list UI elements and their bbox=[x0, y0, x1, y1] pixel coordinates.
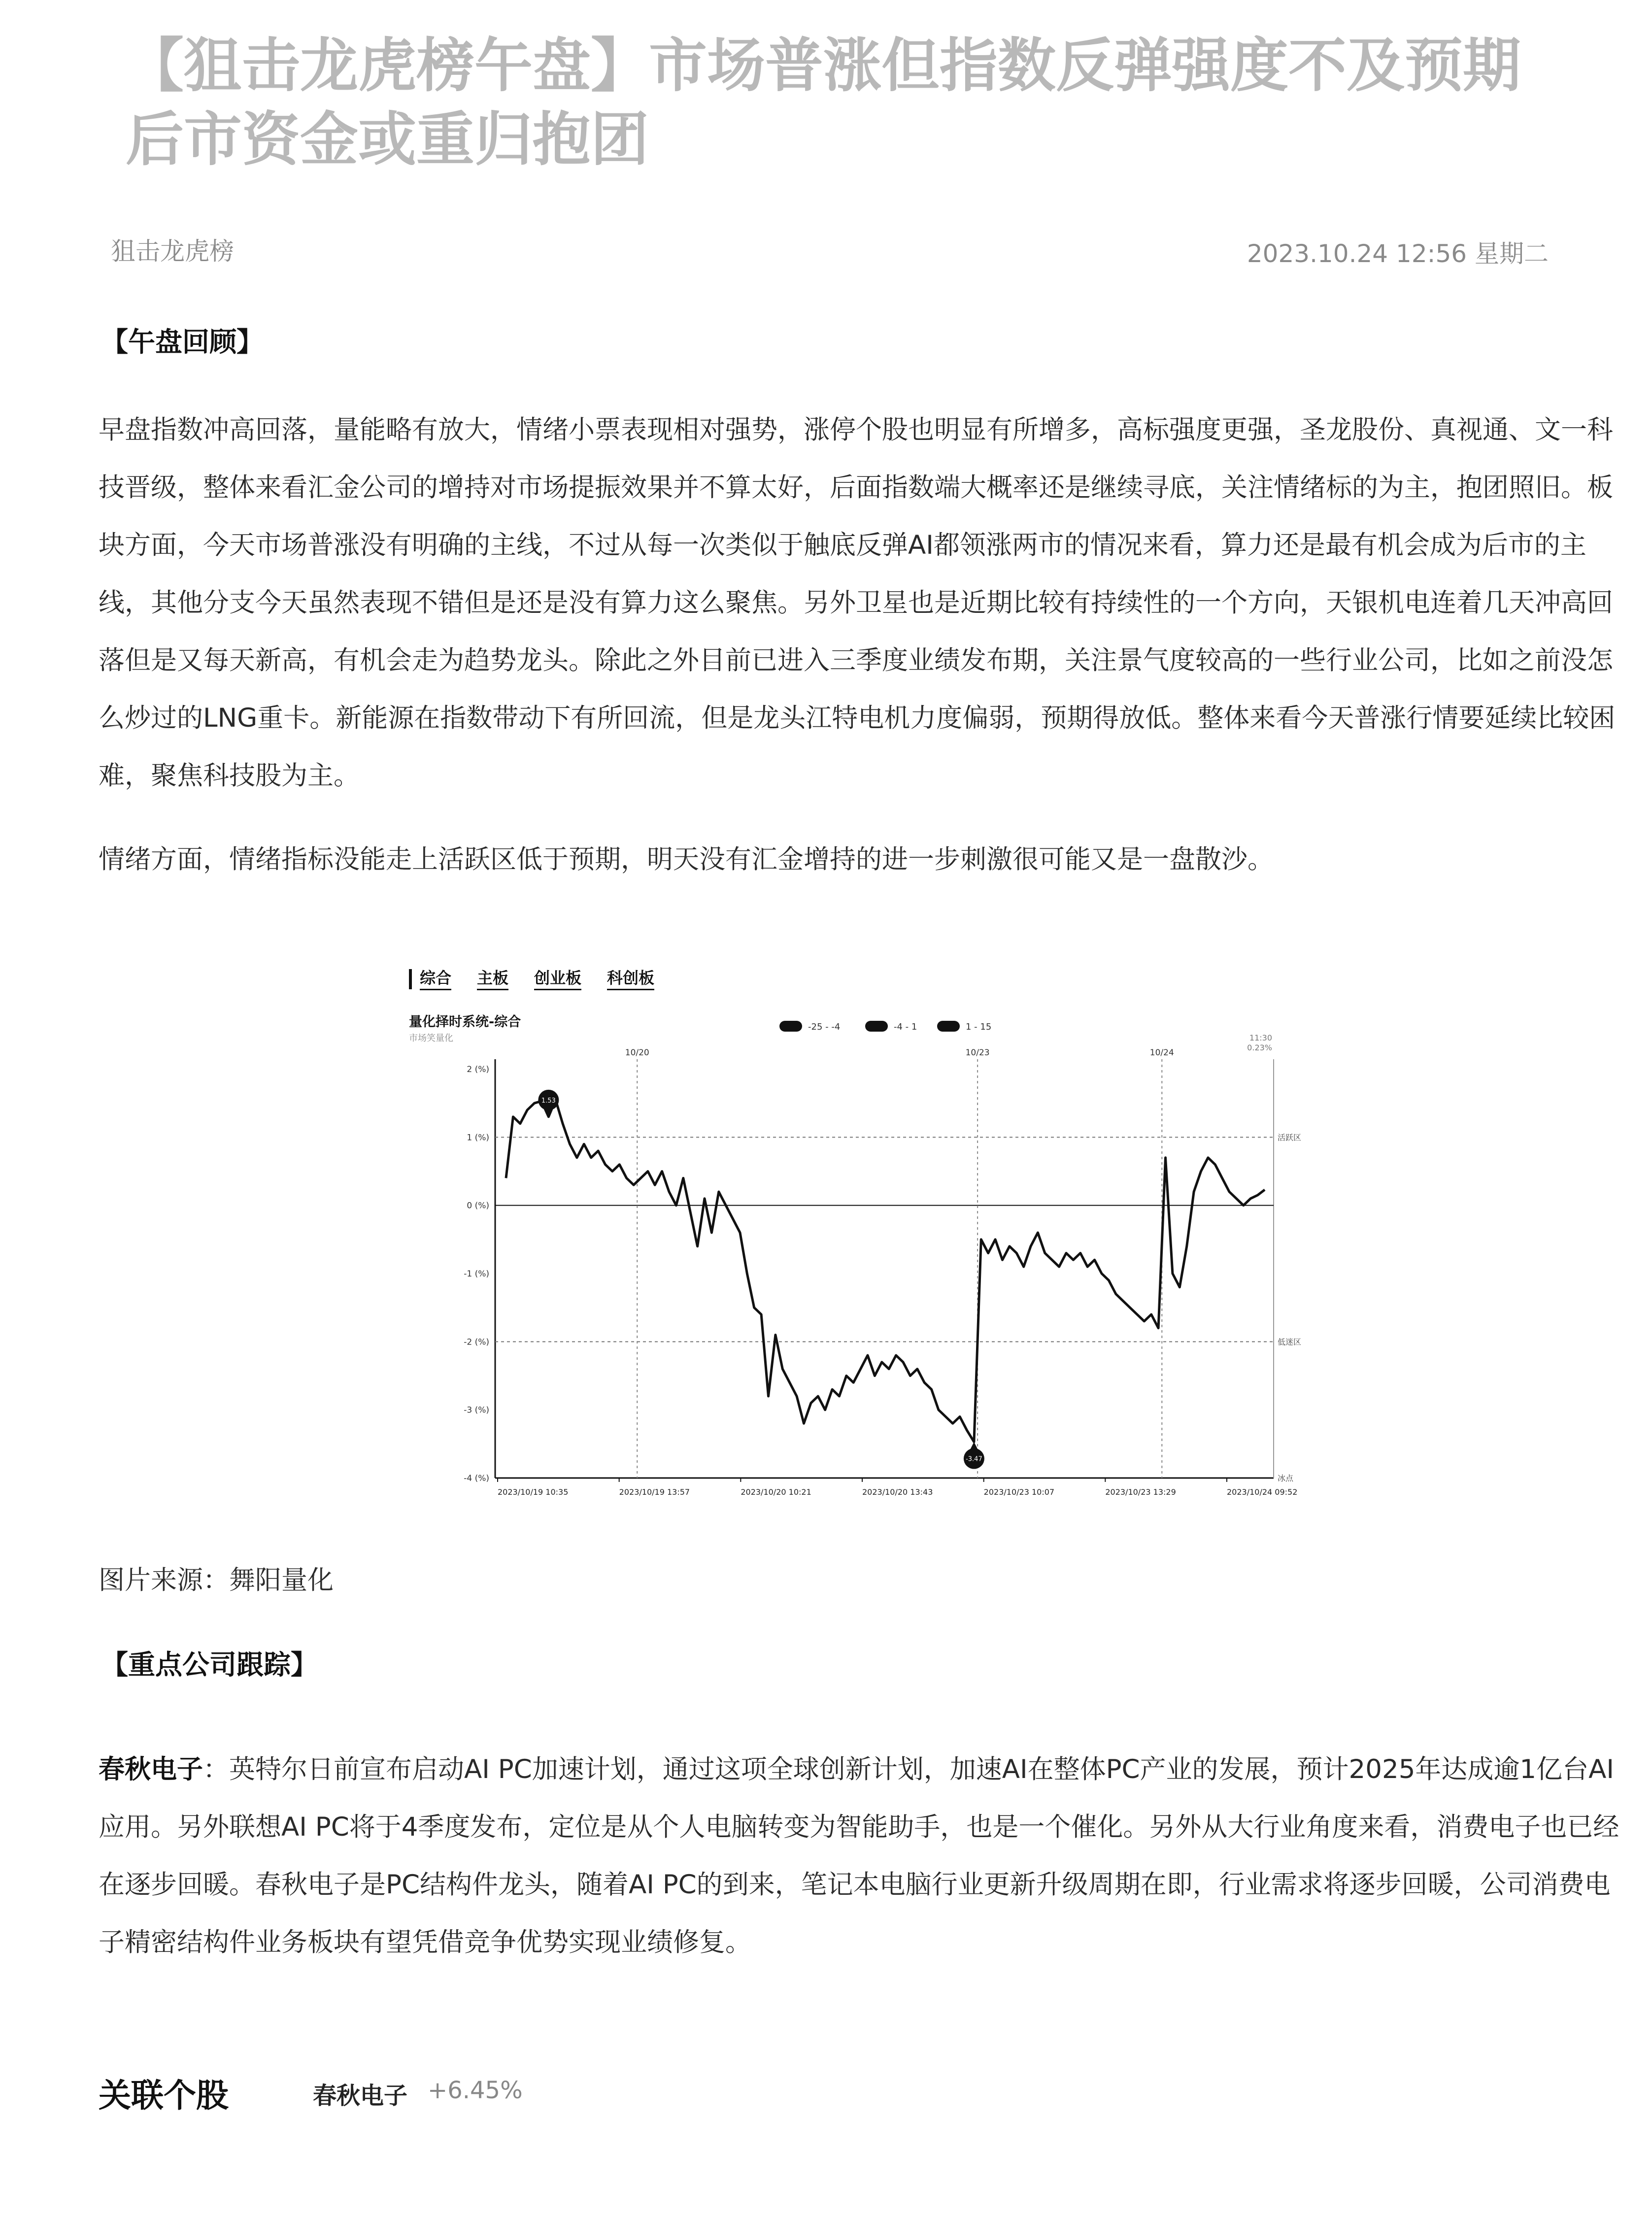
zone-label-upper: 活跃区 bbox=[1278, 1133, 1302, 1142]
legend-label-3: 1 - 15 bbox=[966, 1022, 992, 1032]
zone-label-lower: 低迷区 bbox=[1278, 1337, 1302, 1347]
day-label: 10/20 bbox=[625, 1048, 649, 1058]
chart-title: 量化择时系统-综合 bbox=[409, 1014, 521, 1030]
sentiment-paragraph: 情绪方面，情绪指标没能走上活跃区低于预期，明天没有汇金增持的进一步刺激很可能又是一盘散沙。 bbox=[99, 844, 1274, 874]
sentiment-chart bbox=[389, 966, 1311, 1497]
chart-zone-labels bbox=[1278, 1133, 1301, 1483]
marker-label: -3.47 bbox=[966, 1455, 982, 1463]
x-tick-label: 2023/10/24 09:52 bbox=[1227, 1487, 1298, 1497]
chart-grid bbox=[495, 1059, 1274, 1478]
section-heading-review: 【午盘回顾】 bbox=[101, 326, 264, 358]
chart-markers bbox=[538, 1090, 984, 1469]
chart-legend bbox=[779, 1021, 991, 1032]
legend-swatch-2 bbox=[865, 1021, 888, 1032]
chart-subtitle: 市场笑量化 bbox=[409, 1033, 453, 1043]
legend-swatch-1 bbox=[779, 1021, 802, 1032]
related-stock-change: +6.45% bbox=[428, 2077, 523, 2104]
legend-label-2: -4 - 1 bbox=[894, 1022, 917, 1032]
legend-swatch-3 bbox=[937, 1021, 960, 1032]
x-tick-label: 2023/10/20 13:43 bbox=[862, 1487, 933, 1497]
sentiment-series-line bbox=[506, 1100, 1265, 1442]
related-stock-name[interactable]: 春秋电子 bbox=[313, 2082, 408, 2110]
y-tick-label: -3 (%) bbox=[464, 1405, 489, 1415]
y-tick-label: 0 (%) bbox=[467, 1201, 489, 1211]
image-caption: 图片来源：舞阳量化 bbox=[99, 1565, 334, 1595]
x-tick-label: 2023/10/23 10:07 bbox=[983, 1487, 1055, 1497]
day-label: 10/24 bbox=[1149, 1048, 1174, 1058]
y-tick-label: 1 (%) bbox=[467, 1133, 489, 1143]
tracking-paragraph bbox=[99, 1741, 1636, 1971]
article-title: 【狙击龙虎榜午盘】市场普涨但指数反弹强度不及预期 后市资金或重归抱团 bbox=[126, 32, 1521, 173]
chart-tab-star[interactable]: 科创板 bbox=[607, 969, 654, 990]
tracking-text: ：英特尔日前宣布启动AI PC加速计划，通过这项全球创新计划，加速AI在整体PC产业的发展，预计2025年达成逾1亿台AI应用。另外联想AI PC将于4季度发布，定位是从个人电脑转变为智能助手，也是一个催化。另外从大行业角度来看，消费电子也已经在逐步回暖。春秋电子是PC结构件龙头，随着AI PC的到来，笔记本电脑行业更新升级周期在即，行业需求将逐步回暖，公司消费电子精密结构件业务板块有望凭借竞争优势实现业绩修复。 bbox=[99, 1754, 1619, 1957]
x-tick-label: 2023/10/19 13:57 bbox=[619, 1487, 690, 1497]
zone-label-bottom: 冰点 bbox=[1278, 1474, 1294, 1483]
article-datetime: 2023.10.24 12:56 星期二 bbox=[1247, 239, 1549, 268]
x-tick-label: 2023/10/19 10:35 bbox=[498, 1487, 569, 1497]
y-tick-label: -4 (%) bbox=[464, 1474, 489, 1483]
chart-tab-all[interactable]: 综合 bbox=[420, 969, 451, 990]
chart-time-label: 11:30 bbox=[1249, 1033, 1272, 1042]
related-stocks-label: 关联个股 bbox=[99, 2077, 229, 2115]
y-tick-label: 2 (%) bbox=[467, 1065, 489, 1074]
chart-x-axis bbox=[498, 1478, 1297, 1497]
chart-last-value: 0.23% bbox=[1247, 1043, 1272, 1052]
article-author[interactable]: 狙击龙虎榜 bbox=[111, 237, 234, 266]
review-paragraph: 早盘指数冲高回落，量能略有放大，情绪小票表现相对强势，涨停个股也明显有所增多，高标强度更强，圣龙股份、真视通、文一科技晋级，整体来看汇金公司的增持对市场提振效果并不算太好，后面指数端大概率还是继续寻底，关注情绪标的为主，抱团照旧。板块方面，今天市场普涨没有明确的主线，不过从每一次类似于触底反弹AI都领涨两市的情况来看，算力还是最有机会成为后市的主线，其他分支今天虽然表现不错但是还是没有算力这么聚焦。另外卫星也是近期比较有持续性的一个方向，天银机电连着几天冲高回落但是又每天新高，有机会走为趋势龙头。除此之外目前已进入三季度业绩发布期，关注景气度较高的一些行业公司，比如之前没怎么炒过的LNG重卡。新能源在指数带动下有所回流，但是龙头江特电机力度偏弱，预期得放低。整体来看今天普涨行情要延续比较困难，聚焦科技股为主。 bbox=[99, 415, 1616, 791]
marker-label: 1.53 bbox=[541, 1097, 556, 1105]
day-label: 10/23 bbox=[965, 1048, 990, 1058]
y-tick-label: -1 (%) bbox=[464, 1269, 489, 1279]
chart-tab-main[interactable]: 主板 bbox=[477, 969, 508, 990]
y-tick-label: -2 (%) bbox=[464, 1337, 489, 1347]
chart-day-labels bbox=[625, 1048, 1174, 1058]
legend-label-1: -25 - -4 bbox=[808, 1022, 841, 1032]
section-heading-tracking: 【重点公司跟踪】 bbox=[101, 1649, 318, 1680]
chart-svg bbox=[389, 966, 1311, 1497]
chart-y-axis bbox=[464, 1065, 489, 1483]
tracking-company-name[interactable]: 春秋电子 bbox=[99, 1754, 203, 1784]
x-tick-label: 2023/10/20 10:21 bbox=[741, 1487, 811, 1497]
x-tick-label: 2023/10/23 13:29 bbox=[1105, 1487, 1176, 1497]
chart-tab-gem[interactable]: 创业板 bbox=[534, 969, 581, 990]
